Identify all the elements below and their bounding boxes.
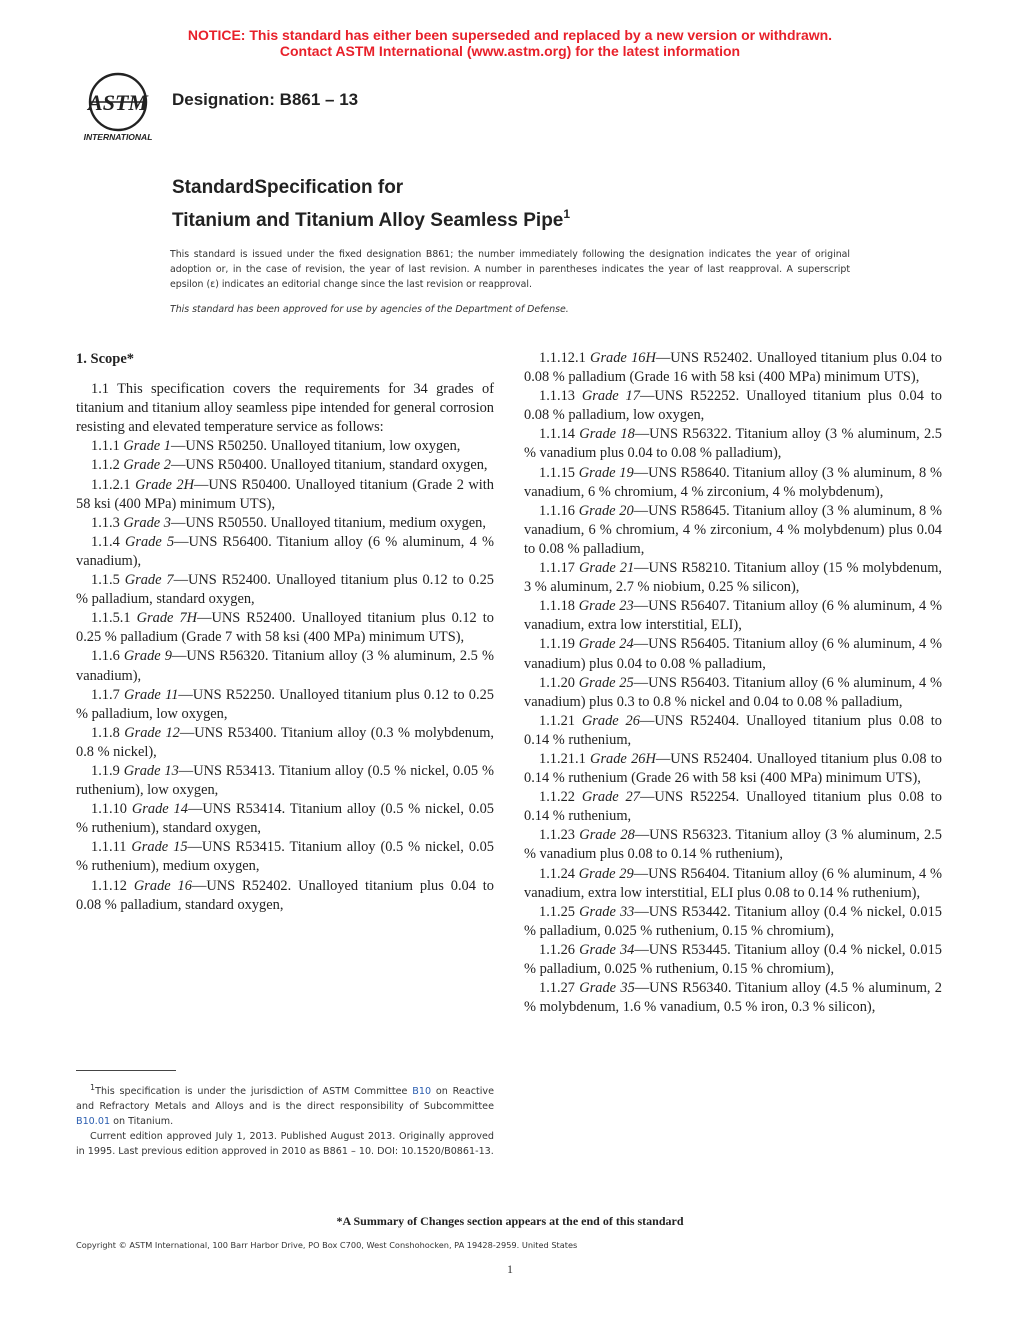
clause-number: 1.1.8 (91, 724, 120, 741)
clause-text: —UNS R53415. Titanium alloy (0.5 % nickel, 0.05 % ruthenium), medium oxygen, (76, 839, 494, 875)
grade-name: Grade 7H (136, 610, 198, 627)
clause-1-1-16 (524, 502, 942, 559)
grade-name: Grade 15 (131, 839, 188, 856)
clause-number: 1.1.11 (91, 839, 127, 856)
clause-number: 1.1.20 (539, 674, 575, 691)
clause-1-1-3 (76, 514, 494, 533)
clause-number: 1.1.25 (539, 903, 575, 920)
grade-name: Grade 3 (123, 514, 171, 531)
clause-1-1-21-1 (524, 750, 942, 788)
grade-name: Grade 35 (579, 980, 635, 997)
clause-1-1-2-1 (76, 476, 494, 514)
clause-1-1-17 (524, 559, 942, 597)
clause-text: —UNS R50400. Unalloyed titanium (Grade 2 with 58 ksi (400 MPa) minimum UTS), (76, 476, 494, 512)
grade-name: Grade 23 (578, 598, 634, 615)
grade-name: Grade 21 (578, 560, 635, 577)
grade-name: Grade 16 (133, 877, 192, 894)
clause-number: 1.1.9 (91, 762, 120, 779)
clause-text: —UNS R56320. Titanium alloy (3 % aluminum, 2.5 % vanadium), (76, 648, 494, 684)
clause-number: 1.1.19 (539, 636, 575, 653)
grade-name: Grade 13 (123, 762, 179, 779)
clause-text: —UNS R58640. Titanium alloy (3 % aluminum, 8 % vanadium, 6 % chromium, 4 % zirconium, 4 % molybdenum), (524, 464, 942, 500)
clause-1-1-1 (76, 437, 494, 456)
clause-1-1-18 (524, 597, 942, 635)
grade-name: Grade 17 (581, 388, 640, 405)
grade-name: Grade 28 (579, 827, 635, 844)
designation: Designation: B861 – 13 (172, 90, 359, 109)
clause-number: 1.1.27 (539, 980, 575, 997)
grade-name: Grade 26H (590, 750, 656, 767)
page-number: 1 (507, 1262, 513, 1276)
grade-name: Grade 1 (123, 438, 171, 455)
clause-number: 1.1.10 (91, 801, 127, 818)
clause-text: —UNS R56405. Titanium alloy (6 % aluminum, 4 % vanadium) plus 0.04 to 0.08 % palladium, (524, 636, 942, 672)
clause-text: —UNS R56340. Titanium alloy (4.5 % aluminum, 2 % molybdenum, 1.6 % vanadium, 0.5 % iron, 0.3 % silicon), (524, 980, 942, 1016)
clause-1-1-26 (524, 941, 942, 979)
grade-name: Grade 2 (123, 457, 171, 474)
clause-1-1-21 (524, 712, 942, 750)
clause-text: —UNS R53442. Titanium alloy (0.4 % nickel, 0.015 % palladium, 0.025 % ruthenium, 0.15 % chromium), (524, 903, 942, 939)
grade-name: Grade 9 (123, 648, 172, 665)
clause-text: —UNS R52402. Unalloyed titanium plus 0.04 to 0.08 % palladium, standard oxygen, (76, 877, 494, 913)
grade-name: Grade 33 (579, 903, 635, 920)
title-main: Titanium and Titanium Alloy Seamless Pipe (172, 210, 564, 231)
footnote-rule (76, 1070, 176, 1071)
grade-name: Grade 12 (124, 724, 180, 741)
clause-number: 1.1.4 (91, 533, 120, 550)
clause-text: —UNS R56404. Titanium alloy (6 % aluminum, 4 % vanadium, extra low interstitial, ELI plus 0.08 to 0.14 % ruthenium), (524, 865, 942, 901)
clause-text: —UNS R52400. Unalloyed titanium plus 0.12 to 0.25 % palladium (Grade 7 with 58 ksi (400 MPa) minimum UTS), (76, 610, 494, 646)
clause-1-1-20 (524, 674, 942, 712)
grade-name: Grade 2H (135, 476, 194, 493)
clause-number: 1.1.2 (91, 457, 120, 474)
clause-number: 1.1.22 (539, 789, 575, 806)
clause-1-1-15 (524, 464, 942, 502)
clause-text: —UNS R58645. Titanium alloy (3 % aluminum, 8 % vanadium, 6 % chromium, 4 % zirconium, 4 % molybdenum) plus 0.04 to 0.08 % palladium, (524, 502, 942, 557)
clause-number: 1.1.15 (539, 464, 575, 481)
clause-1-1-22 (524, 788, 942, 826)
logo-text: ASTM (88, 90, 148, 115)
footnote-2: Current edition approved July 1, 2013. Published August 2013. Originally approved in 1995. Last previous edition approved in 2010 as B861 – 10. DOI: 10.1520/B0861-13. (76, 1131, 494, 1158)
grade-name: Grade 7 (124, 572, 174, 589)
clause-text: —UNS R52250. Unalloyed titanium plus 0.12 to 0.25 % palladium, low oxygen, (76, 686, 494, 722)
clause-text: —UNS R50550. Unalloyed titanium, medium oxygen, (170, 514, 486, 531)
grade-name: Grade 34 (579, 941, 635, 958)
clause-number: 1.1.2.1 (91, 476, 131, 493)
clause-number: 1.1.12.1 (539, 350, 586, 366)
clause-1-1 (76, 380, 494, 437)
title-line-2 (172, 201, 570, 234)
notice-line-2: Contact ASTM International (www.astm.org) for the latest information (279, 43, 741, 59)
document-title (172, 175, 570, 234)
clause-text: This specification covers the requirements for 34 grades of titanium and titanium alloy seamless pipe intended for general corrosion resisting and elevated temperature service as follows: (76, 381, 494, 436)
clause-number: 1.1.7 (91, 686, 120, 703)
clause-1-1-10 (76, 800, 494, 838)
clause-number: 1.1.6 (91, 648, 120, 665)
logo-subtext: INTERNATIONAL (83, 132, 153, 142)
grade-name: Grade 16H (590, 350, 656, 366)
clause-1-1-25 (524, 903, 942, 941)
clause-1-1-12-1 (524, 349, 942, 387)
grade-name: Grade 25 (578, 674, 634, 691)
clause-text: —UNS R53445. Titanium alloy (0.4 % nickel, 0.015 % palladium, 0.025 % ruthenium, 0.15 % chromium), (524, 941, 942, 977)
clause-number: 1.1.23 (539, 827, 575, 844)
grade-name: Grade 14 (131, 801, 188, 818)
clause-number: 1.1.13 (539, 388, 575, 405)
clause-1-1-5-1 (76, 609, 494, 647)
clause-text: —UNS R53413. Titanium alloy (0.5 % nickel, 0.05 % ruthenium), low oxygen, (76, 762, 494, 799)
clause-1-1-8 (76, 724, 494, 762)
clause-number: 1.1.18 (539, 598, 575, 615)
grade-name: Grade 19 (578, 464, 634, 481)
clause-number: 1.1.5 (91, 572, 120, 589)
committee-b10-link[interactable]: B10 (412, 1086, 432, 1098)
clause-1-1-14 (524, 425, 942, 463)
grade-name: Grade 27 (581, 789, 640, 806)
clause-number: 1.1.21 (539, 712, 575, 729)
clause-number: 1.1.24 (539, 865, 575, 882)
footnote-1-marker: 1 (90, 1083, 96, 1092)
clause-1-1-12 (76, 877, 494, 915)
clause-text: —UNS R53400. Titanium alloy (0.3 % molybdenum, 0.8 % nickel), (76, 724, 494, 760)
clause-text: —UNS R52402. Unalloyed titanium plus 0.04 to 0.08 % palladium (Grade 16 with 58 ksi (400 MPa) minimum UTS), (524, 350, 942, 386)
grade-name: Grade 24 (578, 636, 634, 653)
issuance-note: This standard is issued under the fixed designation B861; the number immediately following the designation indicates the year of original adoption or, in the case of revision, the year of last revision. A number in parentheses indicates the year of last reapproval. A superscript epsilon (ε) indicates an editorial change since the last revision or reapproval. (170, 249, 850, 290)
clause-text: —UNS R56400. Titanium alloy (6 % aluminum, 4 % vanadium), (76, 533, 494, 569)
left-clause-list (76, 380, 494, 915)
clause-number: 1.1 (91, 381, 109, 398)
grade-name: Grade 26 (581, 712, 640, 729)
clause-number: 1.1.5.1 (91, 610, 131, 627)
clause-1-1-23 (524, 826, 942, 864)
clause-text: —UNS R56323. Titanium alloy (3 % aluminum, 2.5 % vanadium plus 0.08 to 0.14 % ruthenium), (524, 827, 942, 863)
subcommittee-b1001-link[interactable]: B10.01 (76, 1116, 111, 1128)
clause-1-1-27 (524, 979, 942, 1017)
scope-heading: 1. Scope* (76, 351, 134, 367)
grade-name: Grade 5 (124, 533, 175, 550)
clause-text: —UNS R52252. Unalloyed titanium plus 0.04 to 0.08 % palladium, low oxygen, (524, 388, 942, 424)
dod-approval-note: This standard has been approved for use by agencies of the Department of Defense. (170, 304, 569, 315)
summary-of-changes-note: *A Summary of Changes section appears at the end of this standard (336, 1214, 684, 1228)
clause-1-1-24 (524, 865, 942, 903)
clause-text: —UNS R50400. Unalloyed titanium, standard oxygen, (170, 457, 488, 474)
notice-line-1: NOTICE: This standard has either been superseded and replaced by a new version or withdrawn. (187, 27, 833, 43)
copyright: Copyright © ASTM International, 100 Barr Harbor Drive, PO Box C700, West Conshohocken, PA 19428-2959. United States (76, 1240, 578, 1250)
astm-logo (76, 72, 160, 146)
clause-number: 1.1.12 (91, 877, 127, 894)
grade-name: Grade 20 (578, 502, 634, 519)
clause-1-1-4 (76, 533, 494, 571)
grade-name: Grade 18 (579, 426, 635, 443)
footnotes (76, 1080, 494, 1159)
clause-number: 1.1.16 (539, 502, 575, 519)
clause-1-1-5 (76, 571, 494, 609)
clause-text: —UNS R56407. Titanium alloy (6 % aluminum, 4 % vanadium, extra low interstitial, ELI), (524, 598, 942, 634)
right-clause-list (524, 349, 942, 1017)
clause-1-1-11 (76, 838, 494, 876)
clause-1-1-6 (76, 647, 494, 685)
left-column (76, 350, 494, 915)
clause-text: —UNS R52254. Unalloyed titanium plus 0.08 to 0.14 % ruthenium, (524, 789, 942, 825)
grade-name: Grade 11 (124, 686, 179, 703)
notice-banner (0, 27, 1020, 59)
clause-number: 1.1.14 (539, 426, 575, 443)
clause-1-1-2 (76, 456, 494, 475)
clause-text: —UNS R50250. Unalloyed titanium, low oxygen, (170, 438, 461, 455)
clause-number: 1.1.3 (91, 514, 120, 531)
title-line-1: StandardSpecification for (172, 177, 404, 198)
title-footnote-marker: 1 (563, 207, 571, 221)
clause-number: 1.1.21.1 (539, 750, 586, 767)
clause-text: —UNS R52400. Unalloyed titanium plus 0.12 to 0.25 % palladium, standard oxygen, (76, 572, 494, 608)
clause-1-1-7 (76, 686, 494, 724)
right-column (524, 349, 942, 1017)
clause-text: —UNS R53414. Titanium alloy (0.5 % nickel, 0.05 % ruthenium), standard oxygen, (76, 801, 494, 837)
clause-text: —UNS R56403. Titanium alloy (6 % aluminum, 4 % vanadium) plus 0.3 to 0.8 % nickel and 0.04 to 0.08 % palladium, (524, 674, 942, 710)
clause-1-1-9 (76, 762, 494, 800)
grade-name: Grade 29 (578, 865, 634, 882)
clause-1-1-19 (524, 635, 942, 673)
clause-1-1-13 (524, 387, 942, 425)
clause-text: —UNS R52404. Unalloyed titanium plus 0.08 to 0.14 % ruthenium, (524, 712, 942, 748)
clause-text: —UNS R52404. Unalloyed titanium plus 0.08 to 0.14 % ruthenium (Grade 26 with 58 ksi (400 MPa) minimum UTS), (524, 750, 942, 787)
clause-text: —UNS R58210. Titanium alloy (15 % molybdenum, 3 % aluminum, 2.7 % niobium, 0.25 % silicon), (524, 560, 942, 596)
clause-number: 1.1.1 (91, 438, 120, 455)
footnote-1: $^1$This specification is under the jurisdiction of ASTM Committee B10 on Reactive and Refractory Metals and Alloys and is the direct responsibility of Subcommittee B10.01 on Titanium. (76, 1083, 494, 1128)
clause-number: 1.1.17 (539, 560, 575, 577)
clause-number: 1.1.26 (539, 941, 575, 958)
clause-text: —UNS R56322. Titanium alloy (3 % aluminum, 2.5 % vanadium plus 0.04 to 0.08 % palladium), (524, 426, 942, 462)
